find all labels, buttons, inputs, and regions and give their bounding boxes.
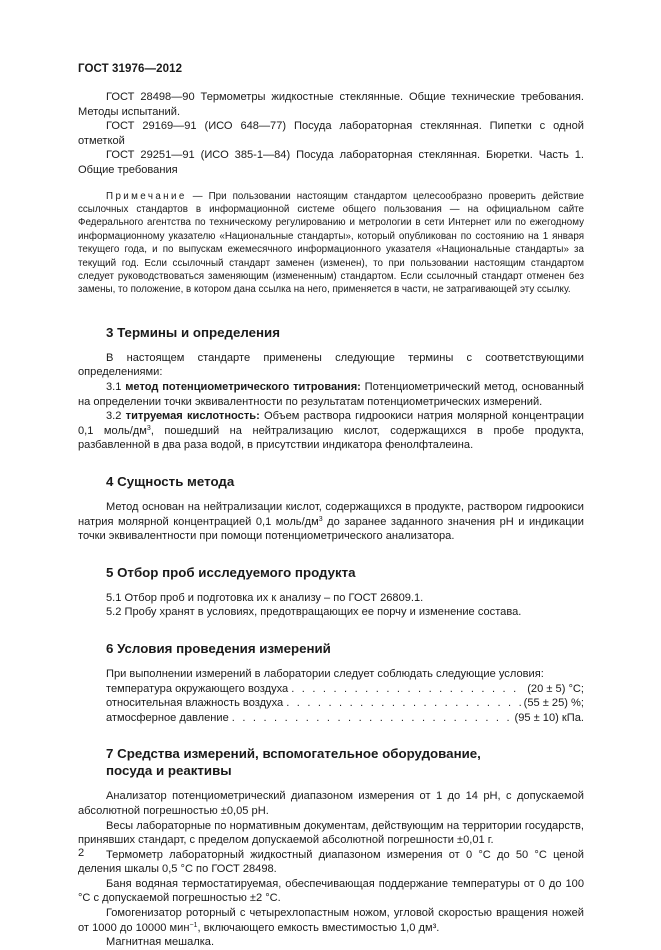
- page-content: [78, 90, 584, 950]
- note-paragraph: [78, 190, 584, 297]
- homogenizer-superscript: −1: [189, 921, 198, 929]
- section-4-text-a: Метод основан на нейтрализации кислот, содержащихся в продукте, раствором гидроокиси натрия молярной концентрацией 0,1 моль/дм: [78, 500, 584, 528]
- condition-value: (20 ± 5) °C;: [527, 682, 584, 695]
- term-3-2: [78, 409, 584, 453]
- section-6-intro: При выполнении измерений в лаборатории следует соблюдать следующие условия:: [106, 667, 544, 680]
- condition-label: температура окружающего воздуха: [106, 682, 289, 695]
- condition-temperature: [78, 682, 584, 697]
- equipment-thermometer: Термометр лабораторный жидкостный диапазоном измерения от 0 °C до 50 °C ценой деления шкалы 0,5 °C по ГОСТ 28498.: [78, 848, 584, 876]
- term-3-1-definition: Потенциометрический метод, основанный на определении точки эквивалентности по результатам потенциометрических измерений.: [78, 381, 584, 408]
- section-4-text-b: до заранее заданного значения pH и индикации точки эквивалентности при помощи потенциометрического анализатора.: [78, 515, 584, 543]
- term-3-1-name: метод потенциометрического титрования:: [125, 381, 361, 393]
- condition-value: (95 ± 10) кПа.: [514, 711, 584, 724]
- term-3-2-superscript: 3: [146, 424, 151, 432]
- section-3-intro: В настоящем стандарте применены следующие термины с соответствующими определениями:: [78, 351, 584, 379]
- section-4: [78, 473, 584, 544]
- section-5-title: 5 Отбор проб исследуемого продукта: [106, 564, 356, 580]
- homogenizer-text-a: Гомогенизатор роторный с четырехлопастным ножом, угловой скоростью вращения ножей от 1000 до 10000 мин: [78, 907, 584, 934]
- condition-pressure: [78, 711, 584, 726]
- condition-value: (55 ± 25) %;: [523, 697, 584, 710]
- note-text: — При пользовании настоящим стандартом целесообразно проверить действие ссылочных стандартов в информационной системе общего пользования — на официальном сайте Федерального агентства по техническому регулированию и метрологии в сети Интернет или по ежегодному информационному указателю «Национальные стандарты», который опубликован по состоянию на 1 января текущего года, и по выпускам ежемесячного информационного указателя «Национальные стандарты» за текущий год. Если ссылочный стандарт заменен (изменен), то при пользовании настоящим стандартом следует руководствоваться заменяющим (измененным) стандартом. Если ссылочный стандарт отменен без замены, то положение, в котором дана ссылка на него, применяется в части, не затрагивающей эту ссылку.: [78, 190, 584, 296]
- term-3-1-number: 3.1: [106, 381, 126, 393]
- section-3-title: 3 Термины и определения: [106, 324, 280, 340]
- term-3-2-definition-b: , пошедший на нейтрализацию кислот, содержащихся в пробе продукта, разбавленной в два раза водой, в присутствии индикатора фенолфталеина.: [78, 424, 584, 452]
- equipment-magnetic-stirrer: Магнитная мешалка.: [106, 936, 215, 949]
- dot-leader: [286, 696, 520, 711]
- equipment-scales: Весы лабораторные по нормативным документам, действующим на территории государств, принявших стандарт, с пределом допускаемой абсолютной погрешности ±0,01 г.: [78, 819, 584, 847]
- condition-humidity: [78, 696, 584, 711]
- term-3-2-name: титруемая кислотность:: [125, 410, 260, 423]
- section-7-title-line-1: 7 Средства измерений, вспомогательное оборудование,: [106, 746, 481, 762]
- equipment-water-bath: Баня водяная термостатируемая, обеспечивающая поддержание температуры от 0 до 100 °C с допускаемой погрешностью ±2 °C.: [78, 877, 584, 905]
- document-code: ГОСТ 31976—2012: [78, 63, 183, 75]
- section-7-title: [78, 745, 584, 779]
- section-4-text: [78, 500, 584, 544]
- section-5-item: 5.2 Пробу хранят в условиях, предотвращающих ее порчу и изменение состава.: [106, 606, 522, 619]
- term-3-2-definition-a: Объем раствора гидроокиси натрия молярной концентрации 0,1 моль/дм: [78, 410, 585, 437]
- dot-leader: [232, 711, 512, 726]
- note-label: Примечание: [106, 190, 187, 202]
- equipment-homogenizer: [78, 906, 584, 935]
- term-3-2-number: 3.2: [106, 410, 126, 423]
- section-7-title-line-2: посуда и реактивы: [106, 763, 232, 779]
- section-6-title: 6 Условия проведения измерений: [106, 640, 331, 656]
- section-5-item: 5.1 Отбор проб и подготовка их к анализу – по ГОСТ 26809.1.: [106, 591, 424, 604]
- dot-leader: [291, 682, 524, 697]
- condition-label: атмосферное давление: [106, 711, 229, 724]
- section-7: [78, 745, 584, 950]
- page-number: 2: [78, 847, 85, 859]
- reference-gost-28498: ГОСТ 28498—90 Термометры жидкостные стеклянные. Общие технические требования. Методы испытаний.: [78, 91, 584, 118]
- reference-gost-29169: ГОСТ 29169—91 (ИСО 648—77) Посуда лабораторная стеклянная. Пипетки с одной отметкой: [78, 120, 584, 147]
- section-4-superscript: 3: [318, 515, 323, 523]
- section-4-title: 4 Сущность метода: [106, 473, 235, 489]
- homogenizer-text-b: , включающего емкость вместимостью 1,0 дм³.: [197, 921, 440, 934]
- section-5: [78, 564, 584, 620]
- condition-label: относительная влажность воздуха: [106, 697, 284, 710]
- reference-gost-29251: ГОСТ 29251—91 (ИСО 385-1—84) Посуда лабораторная стеклянная. Бюретки. Часть 1. Общие требования: [78, 149, 584, 176]
- equipment-analyzer: Анализатор потенциометрический диапазоном измерения от 1 до 14 pH, с допускаемой абсолютной погрешностью ±0,05 pH.: [78, 790, 584, 817]
- section-3: [78, 324, 584, 453]
- section-6: [78, 640, 584, 725]
- term-3-1: [78, 380, 584, 409]
